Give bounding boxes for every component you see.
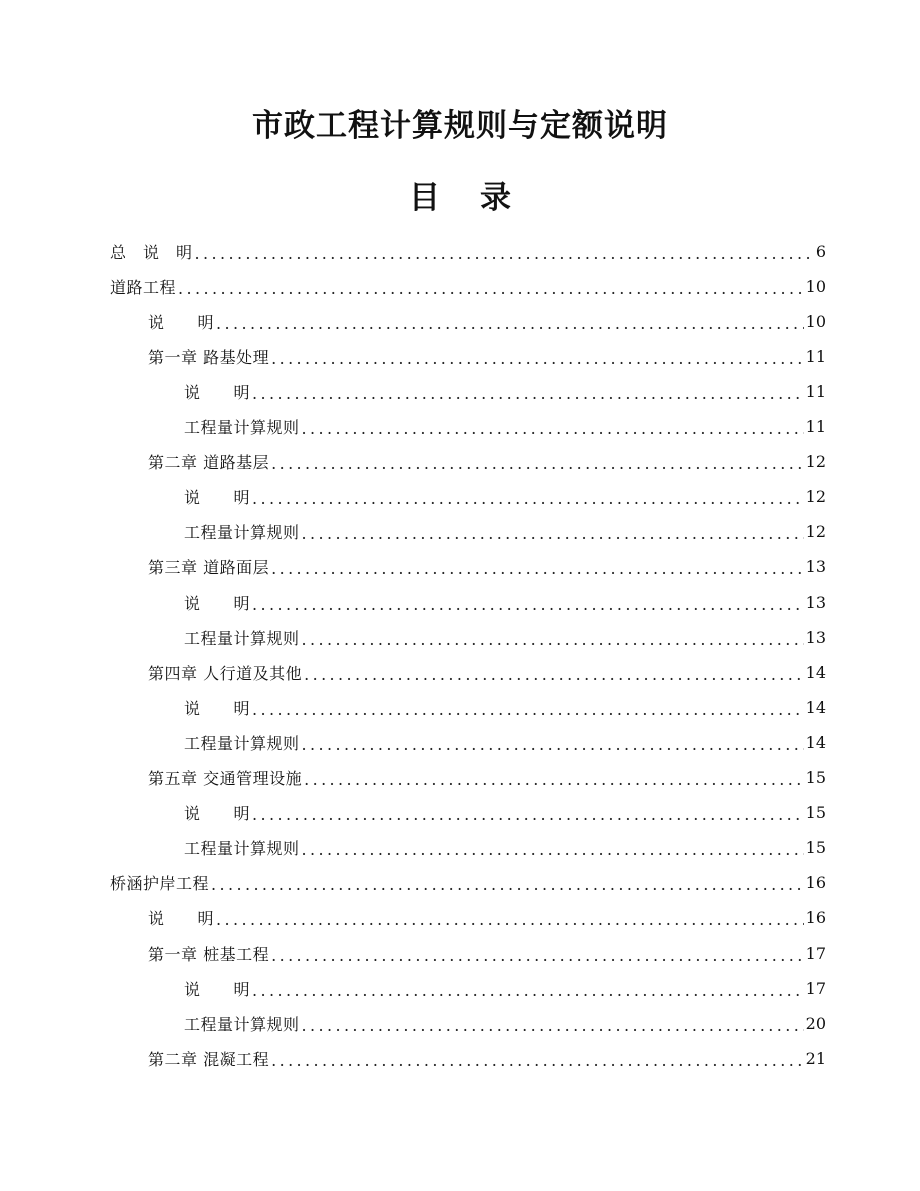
toc-entry-label: 道路工程: [110, 277, 177, 297]
toc-entry-page-number: 6: [815, 241, 826, 261]
toc-entry-page-number: 21: [805, 1048, 826, 1068]
toc-entry-page-number: 13: [805, 557, 826, 577]
toc-heading: [0, 172, 920, 217]
toc-entry[interactable]: [148, 938, 826, 968]
toc-dot-leader: [302, 419, 804, 438]
toc-entry-label: 第二章 道路基层: [148, 453, 270, 473]
toc-entry-page-number: 17: [805, 978, 826, 998]
toc-entry[interactable]: [184, 798, 826, 828]
toc-entry-page-number: 15: [805, 838, 826, 858]
toc-entry-label: 说 明: [184, 382, 251, 402]
toc-entry-label: 第二章 混凝工程: [148, 1049, 270, 1069]
toc-entry-label: 说 明: [148, 312, 215, 332]
toc-entry-page-number: 16: [805, 873, 826, 893]
toc-entry-label: 第一章 桩基工程: [148, 944, 270, 964]
toc-entry-page-number: 20: [805, 1013, 826, 1033]
toc-entry[interactable]: [184, 482, 826, 512]
toc-entry[interactable]: [148, 657, 826, 687]
toc-dot-leader: [302, 735, 804, 754]
toc-entry[interactable]: [148, 341, 826, 371]
toc-entry-label: 工程量计算规则: [184, 733, 300, 753]
toc-entry[interactable]: [148, 1043, 826, 1073]
toc-dot-leader: [302, 630, 804, 649]
toc-dot-leader: [211, 875, 804, 894]
toc-entry-label: 第五章 交通管理设施: [148, 769, 303, 788]
toc-entry-page-number: 13: [805, 627, 826, 647]
toc-entry[interactable]: [148, 306, 826, 336]
toc-entry-page-number: 10: [805, 276, 826, 296]
toc-entry-page-number: 15: [805, 768, 826, 787]
toc-entry[interactable]: [110, 236, 826, 266]
toc-entry-label: 说 明: [184, 979, 251, 999]
toc-dot-leader: [252, 595, 804, 614]
toc-dot-leader: [302, 840, 804, 859]
toc-dot-leader: [271, 454, 804, 473]
toc-dot-leader: [252, 489, 804, 508]
toc-entry[interactable]: [148, 447, 826, 477]
toc-dot-leader: [195, 244, 814, 263]
toc-entry-label: 第一章 路基处理: [148, 347, 270, 367]
toc-entry-label: 工程量计算规则: [184, 1014, 300, 1034]
toc-entry-label: 工程量计算规则: [184, 839, 300, 859]
toc-entry-page-number: 13: [805, 592, 826, 612]
toc-entry[interactable]: [184, 727, 826, 757]
toc-entry-label: 工程量计算规则: [184, 418, 300, 437]
toc-entry-page-number: 11: [805, 417, 826, 436]
toc-entry-page-number: 12: [805, 487, 826, 507]
toc-dot-leader: [271, 946, 804, 965]
toc-entry-label: 工程量计算规则: [184, 523, 300, 543]
toc-dot-leader: [216, 314, 804, 333]
toc-entry[interactable]: [184, 833, 826, 863]
toc-entry-page-number: 16: [805, 908, 826, 928]
toc-dot-leader: [302, 1016, 804, 1035]
toc-dot-leader: [216, 910, 804, 929]
toc-entry-label: 桥涵护岸工程: [110, 874, 210, 894]
toc-entry-page-number: 17: [805, 943, 826, 963]
toc-entry-page-number: 15: [805, 803, 826, 823]
toc-dot-leader: [252, 700, 804, 719]
toc-dot-leader: [302, 524, 804, 543]
toc-dot-leader: [252, 384, 804, 403]
toc-entry[interactable]: [110, 868, 826, 898]
toc-dot-leader: [271, 1051, 804, 1070]
toc-heading-char-2: 录: [480, 180, 511, 216]
toc-dot-leader: [252, 805, 804, 824]
toc-dot-leader: [271, 349, 804, 368]
toc-entry[interactable]: [184, 376, 826, 406]
toc-entry-label: 说 明: [184, 804, 251, 824]
toc-dot-leader: [178, 279, 804, 298]
toc-entry-page-number: 12: [805, 452, 826, 472]
toc-entry[interactable]: [184, 1008, 826, 1038]
toc-entry-label: 第四章 人行道及其他: [148, 663, 303, 683]
toc-entry-label: 总 说 明: [110, 242, 193, 262]
toc-entry-label: 说 明: [184, 593, 251, 613]
toc-entry-page-number: 11: [805, 346, 826, 366]
toc-entry[interactable]: [148, 903, 826, 933]
toc-entry-label: 工程量计算规则: [184, 628, 300, 648]
toc-dot-leader: [304, 665, 804, 684]
toc-entry-label: 说 明: [184, 698, 251, 718]
document-title: 市政工程计算规则与定额说明: [252, 108, 668, 144]
toc-entry-label: 第三章 道路面层: [148, 558, 270, 578]
toc-entry-page-number: 12: [805, 522, 826, 542]
toc-dot-leader: [271, 559, 804, 578]
toc-entry-page-number: 11: [805, 381, 826, 401]
toc-entry[interactable]: [184, 692, 826, 722]
toc-dot-leader: [252, 981, 804, 1000]
toc-entry-page-number: 14: [805, 662, 826, 682]
toc-entry-label: 说 明: [184, 488, 251, 508]
toc-dot-leader: [304, 770, 804, 789]
toc-entry[interactable]: [148, 552, 826, 582]
toc-entry-page-number: 10: [805, 311, 826, 331]
toc-entry[interactable]: [184, 973, 826, 1003]
toc-entry-page-number: 14: [805, 732, 826, 752]
toc-entry-label: 说 明: [148, 909, 215, 929]
toc-heading-char-1: 目: [409, 180, 440, 216]
toc-entry[interactable]: [184, 622, 826, 652]
toc-entry[interactable]: [184, 517, 826, 547]
toc-entry[interactable]: [184, 412, 826, 442]
toc-entry[interactable]: [110, 271, 826, 301]
toc-entry[interactable]: [148, 763, 826, 793]
toc-entry[interactable]: [184, 587, 826, 617]
toc-entry-page-number: 14: [805, 697, 826, 717]
